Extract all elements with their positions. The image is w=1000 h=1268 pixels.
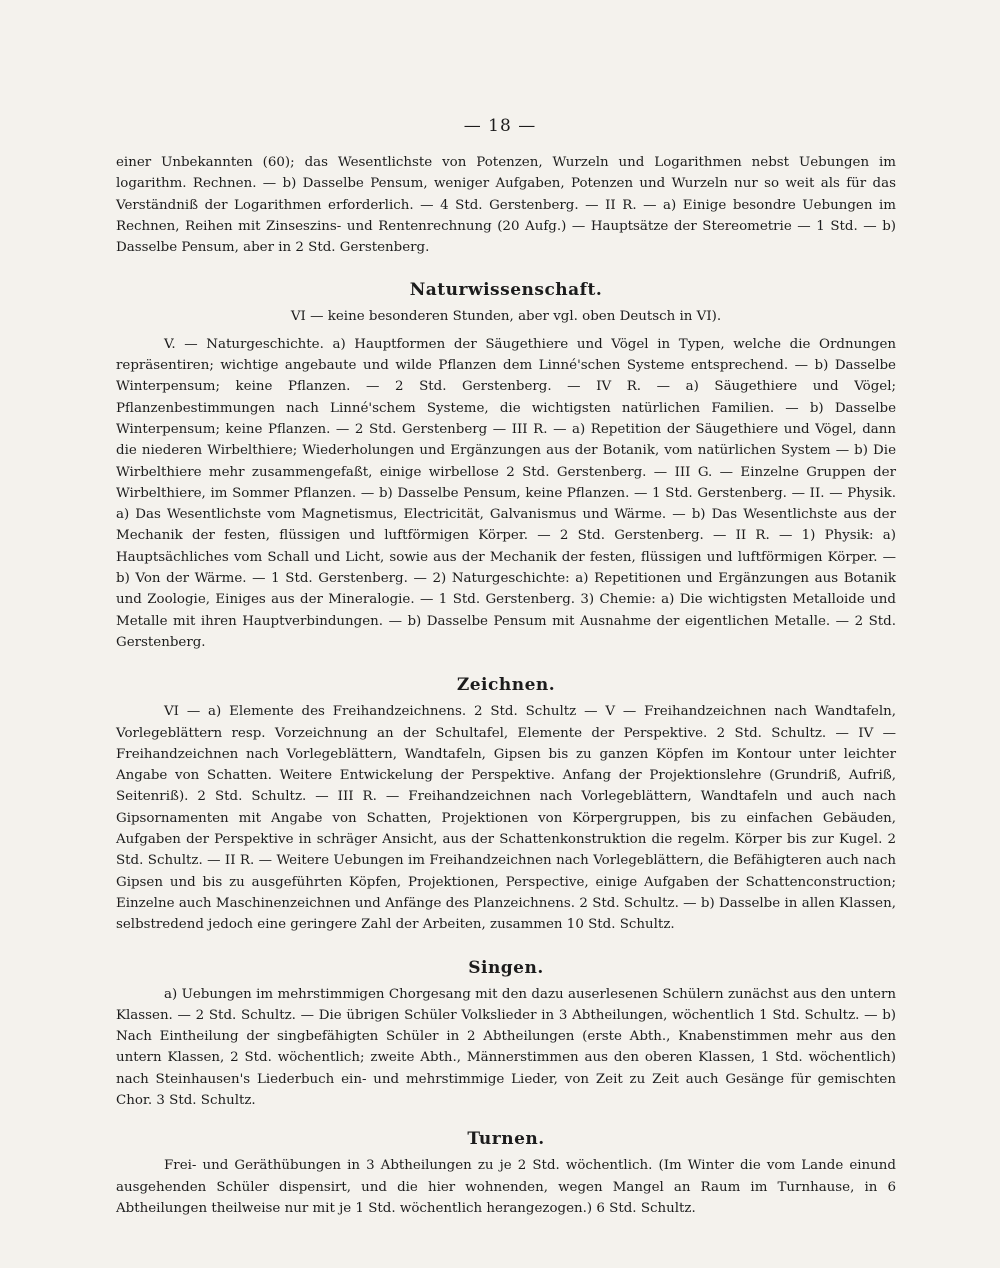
intro-paragraph: einer Unbekannten (60); das Wesentlichste von Potenzen, Wurzeln und Logarithmen nebst Uebungen im logarithm. Rechnen. — b) Dasselbe Pensum, weniger Aufgaben, Potenzen und Wurzeln nur so weit als für das Verständniß der Logarithmen erforderlich. — 4 Std. Gerstenberg. — II R. — a) Einige besondre Uebungen im Rechnen, Reihen mit Zinseszins- und Rentenrechnung (20 Aufg.) — Hauptsätze der Stereometrie — 1 Std. — b) Dasselbe Pensum, aber in 2 Std. Gerstenberg. — [116, 155, 896, 256]
zeichnen-body: VI — a) Elemente des Freihandzeichnens. 2 Std. Schultz — V — Freihandzeichnen nach Wandtafeln, Vorlegeblättern resp. Vorzeichnung an der Schultafel, Elemente der Perspektive. 2 Std. Schultz. — IV — Freihandzeichnen nach Vorlegeblättern, Wandtafeln, Gipsen bis zu ganzen Köpfen im Kontour unter leichter Angabe von Schatten. Weitere Entwickelung der Perspektive. Anfang der Projektionslehre (Grundriß, Aufriß, Seitenriß). 2 Std. Schultz. — III R. — Freihandzeichnen nach Vorlegeblättern, Wandtafeln und auch nach Gipsornamenten mit Angabe von Schatten, Projektionen von Körpergruppen, bis zu einfachen Gebäuden, Aufgaben der Perspektive in schräger Ansicht, aus der Schattenkonstruktion die regelm. Körper bis zur Kugel. 2 Std. Schultz. — II R. — Weitere Uebungen im Freihandzeichnen nach Vorlegeblättern, die Befähigteren auch nach Gipsen und bis zu ausgeführten Köpfen, Projektionen, Perspective, einige Aufgaben der Schattenconstruction; Einzelne auch Maschinenzeichnen und Anfänge des Planzeichnens. 2 Std. Schultz. — b) Dasselbe in allen Klassen, selbstredend jedoch eine geringere Zahl der Arbeiten, zusammen 10 Std. Schultz. — [116, 704, 896, 933]
heading-zeichnen: Zeichnen. — [456, 675, 556, 696]
turnen-body: Frei- und Geräthübungen in 3 Abtheilungen zu je 2 Std. wöchentlich. (Im Winter die vom Lande einund ausgehenden Schüler dispensirt, und die hier wohnenden, wegen Mangel an Raum im Turnhause, in 6 Abtheilungen theilweise nur mit je 1 Std. wöchentlich herangezogen.) 6 Std. Schultz. — [116, 1158, 896, 1216]
heading-singen: Singen. — [468, 957, 544, 978]
naturwissenschaft-note: VI — keine besonderen Stunden, aber vgl. oben Deutsch in VI). — [290, 309, 722, 325]
page-number: — 18 — — [463, 116, 537, 136]
naturwissenschaft-body: V. — Naturgeschichte. a) Hauptformen der Säugethiere und Vögel in Typen, welche die Ordnungen repräsentiren; wichtige angebaute und wilde Pflanzen dem Linné'schen Systeme entsprechend. — b) Dasselbe Winterpensum; keine Pflanzen. — 2 Std. Gerstenberg. — IV R. — a) Säugethiere und Vögel; Pflanzenbestimmungen nach Linné'schem Systeme, die wichtigsten natürlichen Familien. — b) Dasselbe Winterpensum; keine Pflanzen. — 2 Std. Gerstenberg — III R. — a) Repetition der Säugethiere und Vögel, dann die niederen Wirbelthiere; Wiederholungen und Ergänzungen aus der Botanik, vom natürlichen System — b) Die Wirbelthiere mehr zusammengefaßt, einige wirbellose 2 Std. Gerstenberg. — III G. — Einzelne Gruppen der Wirbelthiere, im Sommer Pflanzen. — b) Dasselbe Pensum, keine Pflanzen. — 1 Std. Gerstenberg. — II. — Physik. a) Das Wesentlichste vom Magnetismus, Electricität, Galvanismus und Wärme. — b) Das Wesentlichste aus der Mechanik der festen, flüssigen und luftförmigen Körper. — 2 Std. Gerstenberg. — II R. — 1) Physik: a) Hauptsächliches vom Schall und Licht, sowie aus der Mechanik der festen, flüssigen und luftförmigen Körper. — b) Von der Wärme. — 1 Std. Gerstenberg. — 2) Naturgeschichte: a) Repetitionen und Ergänzungen aus Botanik und Zoologie, Einiges aus der Mineralogie. — 1 Std. Gerstenberg. 3) Chemie: a) Die wichtigsten Metalloide und Metalle mit ihren Hauptverbindungen. — b) Dasselbe Pensum mit Ausnahme der eigentlichen Metalle. — 2 Std. Gerstenberg. — [116, 336, 896, 650]
singen-body: a) Uebungen im mehrstimmigen Chorgesang mit den dazu auserlesenen Schülern zunächst aus den untern Klassen. — 2 Std. Schultz. — Die übrigen Schüler Volkslieder in 3 Abtheilungen, wöchentlich 1 Std. Schultz. — b) Nach Eintheilung der singbefähigten Schüler in 2 Abtheilungen (erste Abth., Knabenstimmen mehr aus den untern Klassen, 2 Std. wöchentlich; zweite Abth., Männerstimmen aus den oberen Klassen, 1 Std. wöchentlich) nach Steinhausen's Liederbuch ein- und mehrstimmige Lieder, von Zeit zu Zeit auch Gesänge für gemischten Chor. 3 Std. Schultz. — [116, 986, 896, 1108]
page-content — [116, 152, 896, 1219]
heading-turnen: Turnen. — [467, 1129, 545, 1150]
heading-naturwissenschaft: Naturwissenschaft. — [409, 280, 603, 301]
